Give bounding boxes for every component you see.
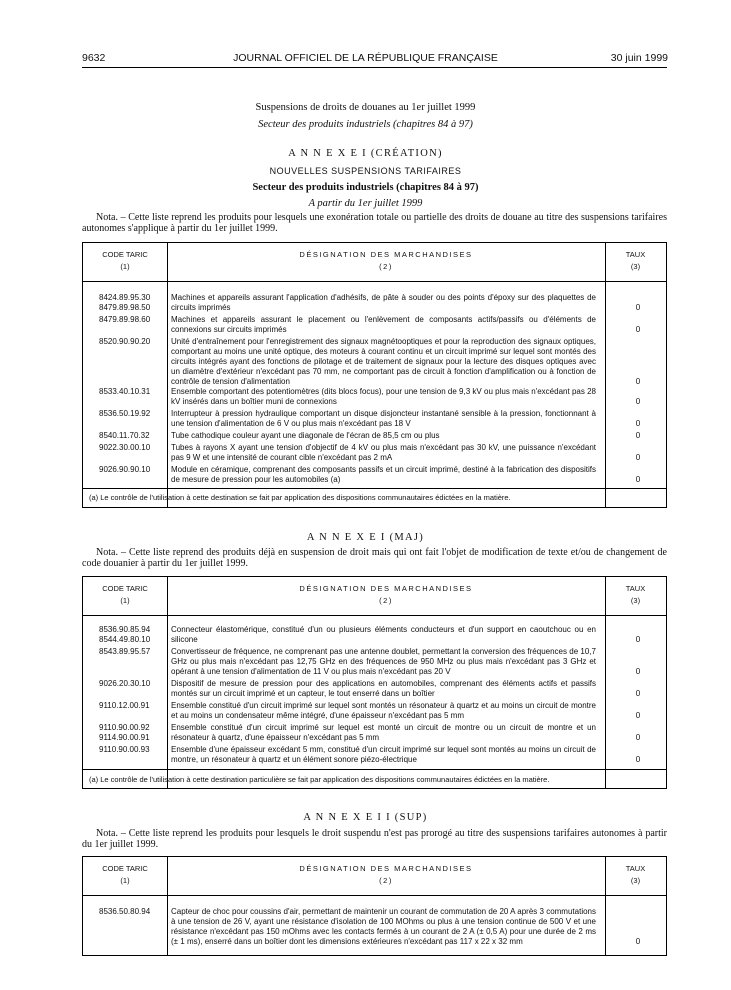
row-code: 8540.11.70.32 xyxy=(99,431,150,440)
annex-1-subheading: NOUVELLES SUSPENSIONS TARIFAIRES xyxy=(269,166,462,176)
annex-2-table xyxy=(82,576,667,789)
col-header-desc-label: DÉSIGNATION DES MARCHANDISES xyxy=(299,250,473,259)
row-code: 8536.50.80.94 xyxy=(99,907,151,916)
col-header-rate-label: TAUX xyxy=(625,864,646,873)
table-footnote: (a) Le contrôle de l'utilisation à cette destination particulière se fait par application des dispositions communautaires édictées en la matière. xyxy=(89,775,550,784)
page-number: 9632 xyxy=(82,52,106,64)
row-desc: Tube cathodique couleur ayant une diagonale de l'écran de 85,5 cm ou plus xyxy=(171,431,440,440)
annex-1-table xyxy=(82,242,667,508)
row-desc: Tubes à rayons X ayant une tension d'objectif de 4 kV ou plus mais n'excédant pas 30 kV, une puissance n'excédant pas 9 W et une intensité de courant cible n'excédant pas 2 mA xyxy=(171,443,596,462)
table-footnote: (a) Le contrôle de l'utilisation à cette destination se fait par application des dispositions communautaires édictées en la matière. xyxy=(89,493,511,502)
row-code: 8479.89.98.60 xyxy=(99,315,151,324)
journal-title: JOURNAL OFFICIEL DE LA RÉPUBLIQUE FRANÇAISE xyxy=(233,52,498,64)
col-header-rate xyxy=(605,583,666,607)
doc-title: Suspensions de droits de douanes au 1er juillet 1999 xyxy=(255,102,476,113)
col-header-desc-number: (2) xyxy=(379,596,393,605)
row-rate: 0 xyxy=(635,475,641,484)
col-header-desc-label: DÉSIGNATION DES MARCHANDISES xyxy=(299,864,473,873)
row-desc: Machines et appareils assurant le placement ou l'enlèvement de composants actifs/passifs ou d'éléments de connexions sur circuits imprimés xyxy=(171,315,596,334)
col-header-rate xyxy=(605,863,666,887)
footnote-divider xyxy=(83,488,666,489)
col-header-rate-label: TAUX xyxy=(625,584,646,593)
row-rate: 0 xyxy=(635,635,641,644)
row-rate: 0 xyxy=(635,397,641,406)
row-rate: 0 xyxy=(635,755,641,764)
row-code: 9022.30.00.10 xyxy=(99,443,151,452)
row-rate: 0 xyxy=(635,711,641,720)
col-header-code-number: (1) xyxy=(120,262,130,271)
row-code: 8533.40.10.31 xyxy=(99,387,151,396)
col-divider xyxy=(605,577,606,788)
header-divider xyxy=(83,281,666,282)
row-code: 9110.90.00.93 xyxy=(99,745,150,754)
col-header-desc xyxy=(167,249,605,273)
col-header-desc-label: DÉSIGNATION DES MARCHANDISES xyxy=(299,584,473,593)
row-rate: 0 xyxy=(635,325,641,334)
row-rate: 0 xyxy=(635,431,641,440)
annex-3-heading: A N N E X E I I (SUP) xyxy=(303,812,428,823)
col-header-code xyxy=(83,583,167,607)
col-header-rate-number: (3) xyxy=(630,876,641,885)
row-desc: Machines et appareils assurant l'application d'adhésifs, de pâte à souder ou des points d'époxy sur des plaquettes de circuits imprimés xyxy=(171,293,596,312)
row-code: 9026.90.90.10 xyxy=(99,465,151,474)
col-header-rate-number: (3) xyxy=(630,262,641,271)
row-desc: Ensemble constitué d'un circuit imprimé sur lequel est monté un circuit de montre ou un circuit de montre et un résonateur à quartz, d'une épaisseur n'excédant pas 5 mm xyxy=(171,723,596,742)
annex-1-heading: A N N E X E I (CRÉATION) xyxy=(288,148,443,159)
row-code: 8536.90.85.94 8544.49.80.10 xyxy=(99,625,151,644)
page-date: 30 juin 1999 xyxy=(610,52,668,64)
row-desc: Ensemble comportant des potentiomètres (dits blocs focus), pour une tension de 9,3 kV ou plus mais n'excédant pas 28 kV insérés dans un boîtier muni de connexions xyxy=(171,387,596,406)
annex-1-sector: Secteur des produits industriels (chapitres 84 à 97) xyxy=(252,182,479,193)
row-rate: 0 xyxy=(635,419,641,428)
row-desc: Dispositif de mesure de pression pour des applications en automobiles, comprenant des éléments actifs et passifs montés sur un circuit imprimé et un capteur, le tout enserré dans un boîtier xyxy=(171,679,596,698)
col-header-code-number: (1) xyxy=(120,876,130,885)
row-desc: Connecteur élastomérique, constitué d'un ou plusieurs éléments conducteurs et d'un support en caoutchouc ou en silicone xyxy=(171,625,596,644)
col-header-desc xyxy=(167,583,605,607)
col-header-code-label: CODE TARIC xyxy=(102,250,148,259)
row-code: 8536.50.19.92 xyxy=(99,409,151,418)
col-header-code xyxy=(83,863,167,887)
col-header-desc-number: (2) xyxy=(379,262,393,271)
row-code: 9026.20.30.10 xyxy=(99,679,151,688)
row-code: 9110.12.00.91 xyxy=(99,701,150,710)
annex-1-nota: Nota. – Cette liste reprend les produits pour lesquels une exonération totale ou partielle des droits de douane au titre des suspensions tarifaires autonomes s'applique à partir du 1er juillet 1999. xyxy=(82,212,667,234)
col-header-desc xyxy=(167,863,605,887)
row-desc: Unité d'entraînement pour l'enregistrement des signaux magnétooptiques et pour la reproduction des signaux optiques, comportant au moins une unité optique, des moteurs à courant continu et un circuit imprimé sur lequel sont montés des circuits intégrés ayant des fonctions de pilotage et de traitement de signaux pour la lecture des disques optiques avec un diamètre d'extérieur n'excédant pas 70 mm, ne comportant pas de circuit à fonction d'amplification ou à fonction de contrôle de tension d'alimentation xyxy=(171,337,596,386)
col-header-rate-number: (3) xyxy=(630,596,641,605)
row-code: 8424.89.95.30 8479.89.98.50 xyxy=(99,293,151,312)
annex-1-date: A partir du 1er juillet 1999 xyxy=(308,198,423,209)
row-desc: Ensemble constitué d'un circuit imprimé sur lequel sont montés un résonateur à quartz et au moins un circuit de montre et au moins un condensateur même intégré, d'une épaisseur n'excédant pas 5 mm xyxy=(171,701,596,720)
annex-2-nota: Nota. – Cette liste reprend des produits déjà en suspension de droit mais qui ont fait l'objet de modification de texte et/ou de changement de code douanier à partir du 1er juillet 1999. xyxy=(82,547,667,569)
col-header-code xyxy=(83,249,167,273)
row-rate: 0 xyxy=(635,377,641,386)
col-header-code-label: CODE TARIC xyxy=(102,864,148,873)
row-rate: 0 xyxy=(635,937,641,946)
row-code: 8543.89.95.57 xyxy=(99,647,151,656)
row-rate: 0 xyxy=(635,303,641,312)
footnote-divider xyxy=(83,769,666,770)
doc-subtitle: Secteur des produits industriels (chapitres 84 à 97) xyxy=(258,119,473,130)
row-code: 8520.90.90.20 xyxy=(99,337,151,346)
col-header-desc-number: (2) xyxy=(379,876,393,885)
row-desc: Interrupteur à pression hydraulique comportant un disque disjoncteur instantané sensible à la pression, fonctionnant à une tension d'alimentation de 6 V ou plus mais n'excédant pas 18 V xyxy=(171,409,596,428)
row-rate: 0 xyxy=(635,667,641,676)
row-rate: 0 xyxy=(635,453,641,462)
row-desc: Ensemble d'une épaisseur excédant 5 mm, constitué d'un circuit imprimé sur lequel sont montés au moins un circuit de montre, un résonateur à quartz et un élément sonore piézo-électrique xyxy=(171,745,596,764)
header-rule xyxy=(82,67,667,68)
header-divider xyxy=(83,895,666,896)
header-divider xyxy=(83,615,666,616)
annex-2-heading: A N N E X E I (MAJ) xyxy=(306,532,425,543)
col-header-code-label: CODE TARIC xyxy=(102,584,148,593)
row-desc: Module en céramique, comprenant des composants passifs et un circuit imprimé, destiné à la fabrication des dispositifs de mesure de pression pour les automobiles (a) xyxy=(171,465,596,484)
row-rate: 0 xyxy=(635,733,641,742)
annex-3-nota: Nota. – Cette liste reprend les produits pour lesquels le droit suspendu n'est pas prorogé au titre des suspensions tarifaires autonomes à partir du 1er juillet 1999. xyxy=(82,828,667,850)
row-desc: Convertisseur de fréquence, ne comprenant pas une antenne doublet, permettant la conversion des fréquences de 10,7 GHz ou plus mais n'excédant pas 12,75 GHz en des fréquences de 950 MHz ou plus mais n'excédant pas 3 GHz et opérant à une tension d'alimentation de 11 V ou plus mais n'excédant pas 20 V xyxy=(171,647,596,676)
col-header-rate-label: TAUX xyxy=(625,250,646,259)
row-desc: Capteur de choc pour coussins d'air, permettant de maintenir un courant de commutation de 20 A après 3 commutations à une tension de 26 V, ayant une résistance d'isolation de 100 MOhms ou plus à une tension continue de 500 V et une résistance n'excédant pas 150 mOhms avec les contacts fermés à un courant de 2 A (± 0,5 A) pour une durée de 2 ms (± 1 ms), enserré dans un boîtier dont les dimensions extérieures n'excédant pas 117 x 22 x 32 mm xyxy=(171,907,596,946)
col-header-code-number: (1) xyxy=(120,596,130,605)
row-rate: 0 xyxy=(635,689,641,698)
annex-3-table xyxy=(82,856,667,956)
col-divider xyxy=(605,243,606,507)
row-code: 9110.90.00.92 9114.90.00.91 xyxy=(99,723,150,742)
col-header-rate xyxy=(605,249,666,273)
